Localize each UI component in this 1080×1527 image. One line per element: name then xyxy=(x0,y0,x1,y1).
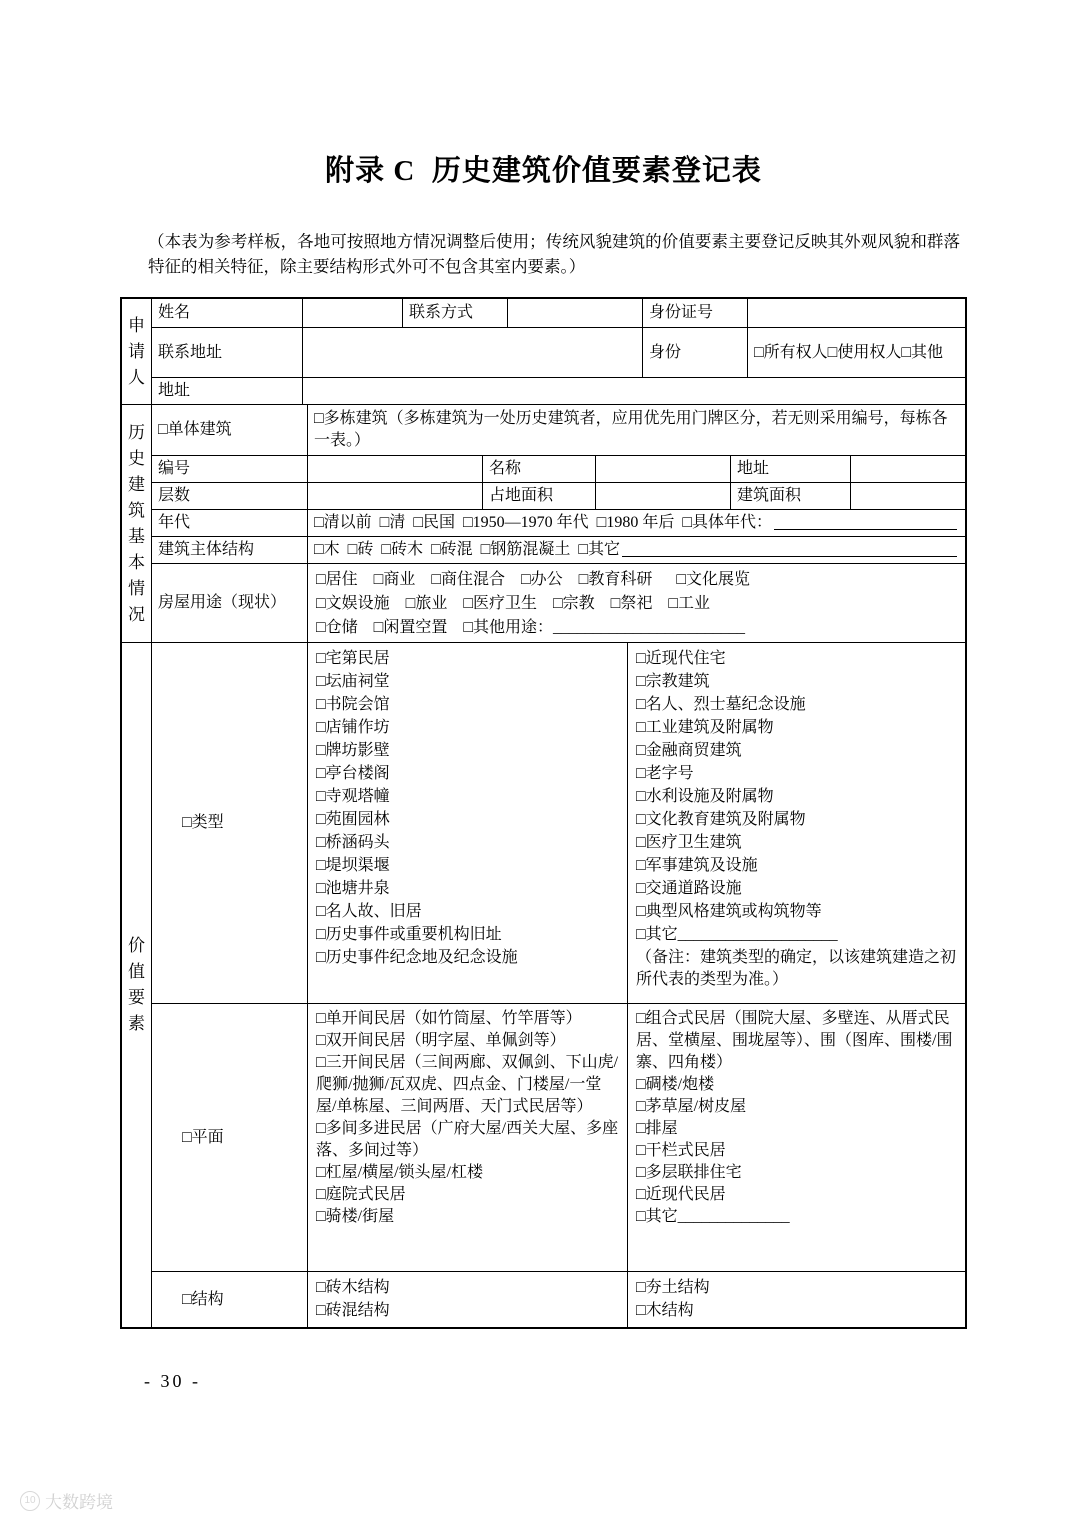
field-name-blank xyxy=(302,299,402,327)
field-number-blank xyxy=(307,456,482,482)
row-number-name-address xyxy=(152,455,965,482)
type-checkbox-label: □类型 xyxy=(182,814,224,831)
multi-building-checkbox: □多栋建筑（多栋建筑为一处历史建筑者，应用优先用门牌区分，若无则采用编号，每栋各一表。） xyxy=(307,405,965,455)
type-checkbox-option: □池塘井泉 xyxy=(316,880,390,897)
plan-checkbox-option: □干栏式民居 xyxy=(636,1142,726,1159)
plan-checkbox-option: □排屋 xyxy=(636,1120,678,1137)
type-checkbox-option: □苑囿园林 xyxy=(316,811,390,828)
type-checkbox-option: □店铺作坊 xyxy=(316,719,390,736)
label-building-address: 地址 xyxy=(730,456,850,482)
label-main-structure: 建筑主体结构 xyxy=(158,541,255,558)
label-land-area: 占地面积 xyxy=(482,483,595,509)
watermark xyxy=(20,1488,113,1513)
label-name: 姓名 xyxy=(158,304,191,321)
type-checkbox-option: □书院会馆 xyxy=(316,696,390,713)
structure-checkbox-option: □木结构 xyxy=(636,1302,694,1319)
label-usage: 房屋用途（现状） xyxy=(158,594,287,611)
label-contact: 联系方式 xyxy=(402,299,507,327)
usage-checkbox-options xyxy=(307,564,965,642)
type-checkbox-option: □桥涵码头 xyxy=(316,834,390,851)
plan-checkbox-option: □其它______________ xyxy=(636,1208,790,1225)
usage-option-line: □仓储 □闲置空置 □其他用途：________________________ xyxy=(316,619,745,636)
type-checkbox-option: □其它____________________ xyxy=(636,926,838,943)
type-checkbox-option: □医疗卫生建筑 xyxy=(636,834,742,851)
era-options-text: □清以前 □清 □民国 □1950—1970 年代 □1980 年后 □具体年代： xyxy=(314,514,772,531)
row-main-structure xyxy=(152,536,965,563)
type-options-right-list xyxy=(636,647,959,946)
field-id-number-blank xyxy=(747,299,965,327)
plan-checkbox-option: □骑楼/街屋 xyxy=(316,1208,395,1225)
page-number: - 30 - xyxy=(144,1371,201,1391)
type-checkbox-option: □名人故、旧居 xyxy=(316,903,422,920)
field-address-blank xyxy=(302,378,965,404)
structure-options-left xyxy=(307,1272,627,1327)
type-checkbox-option: □文化教育建筑及附属物 xyxy=(636,811,806,828)
row-usage xyxy=(152,563,965,642)
single-building-checkbox: □单体建筑 xyxy=(158,421,232,438)
plan-checkbox-option: □杠屋/横屋/锁头屋/杠楼 xyxy=(316,1164,484,1181)
row-floors-area xyxy=(152,482,965,509)
structure-checkbox-option: □夯土结构 xyxy=(636,1279,710,1296)
structure-checkbox-option: □砖木结构 xyxy=(316,1279,390,1296)
field-contact-address-blank xyxy=(302,328,642,377)
structure-checkbox-label: □结构 xyxy=(182,1290,224,1308)
main-structure-options-text: □木 □砖 □砖木 □砖混 □钢筋混凝土 □其它 xyxy=(314,541,620,558)
plan-checkbox-option: □庭院式民居 xyxy=(316,1186,406,1203)
row-applicant-name xyxy=(152,299,965,327)
type-checkbox-option: □坛庙祠堂 xyxy=(316,673,390,690)
type-checkbox-option: □典型风格建筑或构筑物等 xyxy=(636,903,822,920)
row-applicant-address2 xyxy=(152,377,965,404)
type-checkbox-option: □宗教建筑 xyxy=(636,673,710,690)
type-checkbox-option: □宅第民居 xyxy=(316,650,390,667)
plan-checkbox-option: □多层联排住宅 xyxy=(636,1164,742,1181)
section-label-basic-info: 历史建筑基本情况 xyxy=(122,405,152,642)
plan-options-left xyxy=(307,1004,627,1271)
type-checkbox-option: □近现代住宅 xyxy=(636,650,726,667)
row-type xyxy=(152,643,965,1003)
field-floors-blank xyxy=(307,483,482,509)
usage-option-line: □居住 □商业 □商住混合 □办公 □教育科研 □文化展览 xyxy=(316,571,750,588)
type-checkbox-option: □金融商贸建筑 xyxy=(636,742,742,759)
type-checkbox-option: □名人、烈士墓纪念设施 xyxy=(636,696,806,713)
label-address: 地址 xyxy=(158,382,191,399)
row-plan xyxy=(152,1003,965,1271)
field-contact-blank xyxy=(507,299,642,327)
section-value-elements xyxy=(122,642,965,1327)
type-checkbox-option: □历史事件或重要机构旧址 xyxy=(316,926,502,943)
label-contact-address: 联系地址 xyxy=(158,343,223,361)
label-building-name: 名称 xyxy=(482,456,595,482)
label-number: 编号 xyxy=(158,460,191,477)
watermark-logo-icon: 10 xyxy=(20,1491,40,1511)
main-structure-blank-line xyxy=(622,542,957,557)
intro-note: （本表为参考样板，各地可按照地方情况调整后使用；传统风貌建筑的价值要素主要登记反映其外观风貌和群落特征的相关特征，除主要结构形式外可不包含其室内要素。） xyxy=(148,232,960,276)
plan-checkbox-option: □单开间民居（如竹筒屋、竹竿厝等） xyxy=(316,1010,582,1027)
type-checkbox-option: □堤坝渠堰 xyxy=(316,857,390,874)
type-checkbox-option: □牌坊影壁 xyxy=(316,742,390,759)
label-building-area: 建筑面积 xyxy=(730,483,850,509)
era-blank-line xyxy=(774,515,957,530)
row-applicant-address xyxy=(152,327,965,377)
usage-option-line: □文娱设施 □旅业 □医疗卫生 □宗教 □祭祀 □工业 xyxy=(316,595,710,612)
structure-checkbox-option: □砖混结构 xyxy=(316,1302,390,1319)
section-applicant xyxy=(122,299,965,404)
structure-options-right xyxy=(627,1272,965,1327)
field-building-name-blank xyxy=(595,456,730,482)
plan-checkbox-option: □多间多进民居（广府大屋/西关大屋、多座落、多间过等） xyxy=(316,1120,619,1159)
type-checkbox-option: □交通道路设施 xyxy=(636,880,742,897)
plan-checkbox-label: □平面 xyxy=(182,1128,224,1146)
type-options-left xyxy=(307,643,627,1003)
plan-checkbox-option: □碉楼/炮楼 xyxy=(636,1076,715,1093)
plan-options-right xyxy=(627,1004,965,1271)
section-label-value-elements: 价值要素 xyxy=(122,643,152,1327)
field-building-address-blank xyxy=(850,456,965,482)
label-era: 年代 xyxy=(158,514,191,531)
row-era xyxy=(152,509,965,536)
era-checkbox-options xyxy=(307,510,965,536)
watermark-text: 大数跨境 xyxy=(45,1493,113,1512)
type-checkbox-option: □老字号 xyxy=(636,765,694,782)
field-land-area-blank xyxy=(595,483,730,509)
type-checkbox-option: □水利设施及附属物 xyxy=(636,788,774,805)
type-note: （备注：建筑类型的确定，以该建筑建造之初所代表的类型为准。） xyxy=(636,949,957,988)
registration-table xyxy=(120,297,967,1329)
page-title: 附录 C 历史建筑价值要素登记表 xyxy=(325,155,762,187)
type-checkbox-option: □历史事件纪念地及纪念设施 xyxy=(316,949,518,966)
plan-checkbox-option: □双开间民居（明字屋、单佩剑等） xyxy=(316,1032,566,1049)
plan-checkbox-option: □近现代民居 xyxy=(636,1186,726,1203)
plan-checkbox-option: □三开间民居（三间两廊、双佩剑、下山虎/爬狮/抛狮/瓦双虎、四点金、门楼屋/一堂屋/单栋屋、三间两厝、天门式民居等） xyxy=(316,1054,619,1115)
main-structure-checkbox-options xyxy=(307,537,965,563)
type-checkbox-option: □亭台楼阁 xyxy=(316,765,390,782)
type-checkbox-option: □军事建筑及设施 xyxy=(636,857,758,874)
section-basic-info xyxy=(122,404,965,642)
identity-checkbox-options: □所有权人□使用权人□其他 xyxy=(747,328,965,377)
row-building-count xyxy=(152,405,965,455)
plan-checkbox-option: □组合式民居（围院大屋、多壁连、从厝式民居、堂横屋、围垅屋等）、围（图库、围楼/围寨、四角楼） xyxy=(636,1010,953,1071)
label-id-number: 身份证号 xyxy=(642,299,747,327)
type-checkbox-option: □工业建筑及附属物 xyxy=(636,719,774,736)
field-building-area-blank xyxy=(850,483,965,509)
type-checkbox-option: □寺观塔幢 xyxy=(316,788,390,805)
plan-checkbox-option: □茅草屋/树皮屋 xyxy=(636,1098,747,1115)
label-identity: 身份 xyxy=(642,328,747,377)
row-structure xyxy=(152,1271,965,1327)
label-floors: 层数 xyxy=(158,487,191,504)
section-label-applicant: 申请人 xyxy=(122,299,152,404)
type-options-right xyxy=(627,643,965,1003)
